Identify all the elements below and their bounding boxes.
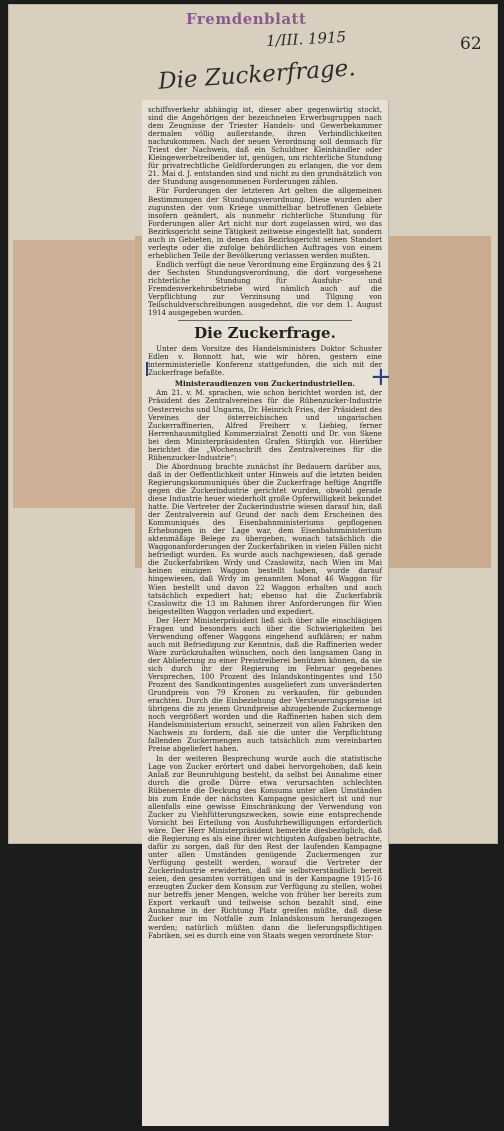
handwritten-title: Die Zuckerfrage. [157, 55, 357, 95]
article-paragraph: In der weiteren Besprechung wurde auch die statistische Lage von Zucker erörtert und dabei hervorgehoben, daß kein Anlaß zur Beunruhigung besteht, da selbst bei Annahme einer durch die große Dürre etwa verursachten schlechten Rübenernte die Deckung des Konsums unter allen Umständen bis zum Ende der nächsten Kampagne gesichert ist und nur allenfalls eine gewisse Einschränkung der Verwendung von Zucker zu Viehfütterungszwecken, sowie eine entsprechende Vorsicht bei Erteilung von Ausfuhrbewilligungen erforderlich wäre. Der Herr Ministerpräsident bemerkte diesbezüglich, daß die Regierung es als eine ihrer wichtigsten Aufgaben betrachte, dafür zu sorgen, daß für den Rest der laufenden Kampagne unter allen Umständen genügende Zuckermengen zur Verfügung gestellt werden, worauf die Vertreter der Zuckerindustrie erwiderten, daß sie selbstverständlich bereit seien, den gesamten vorrätigen und in der Kampagne 1915-16 erzeugten Zucker dem Konsum zur Verfügung zu stellen, wobei nur betreffs jener Mengen, welche von früher her bereits zum Export verkauft und teilweise schon bezahlt sind, eine Ausnahme in der Richtung Platz greifen müßte, daß diese Zucker nur im Notfalle zum Inlandskonsum herangezogen werden; natürlich müßten dann die lieferungspflichtigen Fabriken, sei es durch eine von Staats wegen verordnete Stor- [148, 753, 382, 940]
pencil-margin-line [146, 362, 154, 376]
newspaper-clipping [142, 100, 388, 1126]
article-paragraph: Unter dem Vorsitze des Handelsministers Doktor Schuster Edlen v. Bonnott hat, wie wir hören, gestern eine interministerielle Konferenz stattgefunden, die sich mit der Zuckerfrage befaßte. [148, 344, 382, 378]
article-paragraph: Die Abordnung brachte zunächst ihr Bedauern darüber aus, daß in der Oeffentlichkeit unter Hinweis auf die letzten beiden Regierungskommuniqués über die Zuckerfrage heftige Angriffe gegen die Zuckerindustrie gerichtet wurden, obwohl gerade diese Industrie heuer wiederholt große Opferwilligkeit bekundet hatte. Die Vertreter der Zuckerindustrie wiesen darauf hin, daß der Zentralverein auf Grund der nach dem Erscheinen des Kommuniqués des Eisenbahnministeriums gepflogenen Erhebungen in der Lage war, dem Eisenbahnministerium aktenmäßige Belege zu übergeben, wonach tatsächlich die Waggonanforderungen der Zuckerfabriken in vielen Fällen nicht befriedigt wurden. Es wurde auch nachgewiesen, daß gerade die Zuckerfabriken Wrdy und Czaslowitz, nach Wien im Mai keinen einzigen Waggon bestellt haben, wurde darauf hingewiesen, daß Wrdy im genannten Monat 46 Waggon für Wien bestellt und davon 22 Waggon erhalten und auch tatsächlich expediert hat; ebenso hat die Zuckerfabrik Czaslowitz die 13 im Rahmen ihrer Anforderungen für Wien beigestellten Waggon verladen und expediert. [148, 461, 382, 616]
article-paragraph: Endlich verfügt die neue Verordnung eine Ergänzung des § 21 der Sechsten Stundungsverordnung, die dort vorgesehene richterliche Stundung für Ausfuhr- und Fremdenverkehrsbetriebe wird nämlich auch auf die Verpflichtung zur Verzinsung und Tilgung von Teilschuldverschreibungen ausgedehnt, die vor dem 1. August 1914 ausgegeben wurden. [148, 259, 382, 318]
backing-paper-left [13, 240, 143, 508]
page-number: 62 [460, 34, 482, 54]
article-paragraph: Der Herr Ministerpräsident ließ sich über alle einschlägigen Fragen und besonders auch über die Schwierigkeiten bei Verwendung offener Waggons eingehend aufklären; er nahm auch mit Befriedigung zur Kenntnis, daß die Raffinerien weder Ware zurückzuhalten wünschen, noch den langsamen Gang in der Ablieferung zu einer Preistreiberei benützen können, da sie sich durch ihr der Regierung im Februar gegebenes Versprechen, 100 Prozent des Inlandskontingentes und 150 Prozent des Sandkontingentes ausgeliefert zum unveränderten Grundpreis von 79 Kronen zu verkaufen, für gebunden erachten. Durch die Einbeziehung der Versteuerungspreise ist übrigens die zu jenem Grundpreise abzugebende Zuckermenge noch vergrößert worden und die Raffinerien haben sich dem Handelsministerium ersucht, seinerzeit von allen Fabriken den Nachweis zu fordern, daß sie die unter die Verpflichtung fallenden Zuckermengen auch tatsächlich zum vereinbarten Preise abgeliefert haben. [148, 615, 382, 754]
article-paragraph: schiffsverkehr abhängig ist, dieser aber gegenwärtig stockt, sind die Angehörigen der bezeichneten Erwerbsgruppen nach dem Zeugnisse der Triester Handels- und Gewerbekammer dermalen völlig außerstande, ihren Verbindlichkeiten nachzukommen. Nach der neuen Verordnung soll demnach für Triest der Nachweis, daß ein Schuldner Kleinhändler oder Kleingewerbetreibender ist, genügen, um richterliche Stundung für privatrechtliche Geldforderungen zu erlangen, die vor dem 21. Mai d. J. entstanden sind und nicht zu den grundsätzlich von der Stundung ausgenommenen Forderungen zählen. [148, 105, 382, 187]
article-paragraph: Am 21. v. M. sprachen, wie schon berichtet worden ist, der Präsident des Zentralvereines für die Rübenzucker-Industrie Oesterreichs und Ungarns, Dr. Heinrich Fries, der Präsident des Vereines der österreichischen und ungarischen Zuckerraffinerien, Alfred Freiherr v. Liebieg, ferner Herrenhausmitglied Kommerzialrat Zenotti und Dr. von Skene bei dem Ministerpräsidenten Grafen Stürgkh vor. Hierüber berichtet die „Wochenschrift des Zentralvereines für die Rübenzucker-Industrie“: [148, 388, 382, 462]
divider [178, 320, 352, 321]
handwritten-plus-mark: + [370, 362, 392, 392]
article-headline: Die Zuckerfrage. [194, 324, 336, 343]
handwritten-date: 1/III. 1915 [265, 27, 347, 51]
article-paragraph: Für Forderungen der letzteren Art gelten die allgemeinen Bestimmungen der Stundungsverordnung. Diese wurden aber zugunsten der vom Kriege unmittelbar betroffenen Gebiete insofern geändert, als nunmehr richterliche Stundung für Forderungen aller Art nicht nur dort zugelassen wird, wo das Bezirksgericht seine Tätigkeit zeitweise eingestellt hat, sondern auch in Gebieten, in denen das Bezirksgericht seinen Standort verlegte oder die zufolge behördlichen Auftrages von einem erheblichen Teile der Bevölkerung verlassen werden mußten. [148, 186, 382, 260]
newspaper-stamp: Fremdenblatt [186, 10, 307, 28]
article-subheading: Ministeraudienzen von Zuckerindustriellen. [174, 379, 356, 389]
